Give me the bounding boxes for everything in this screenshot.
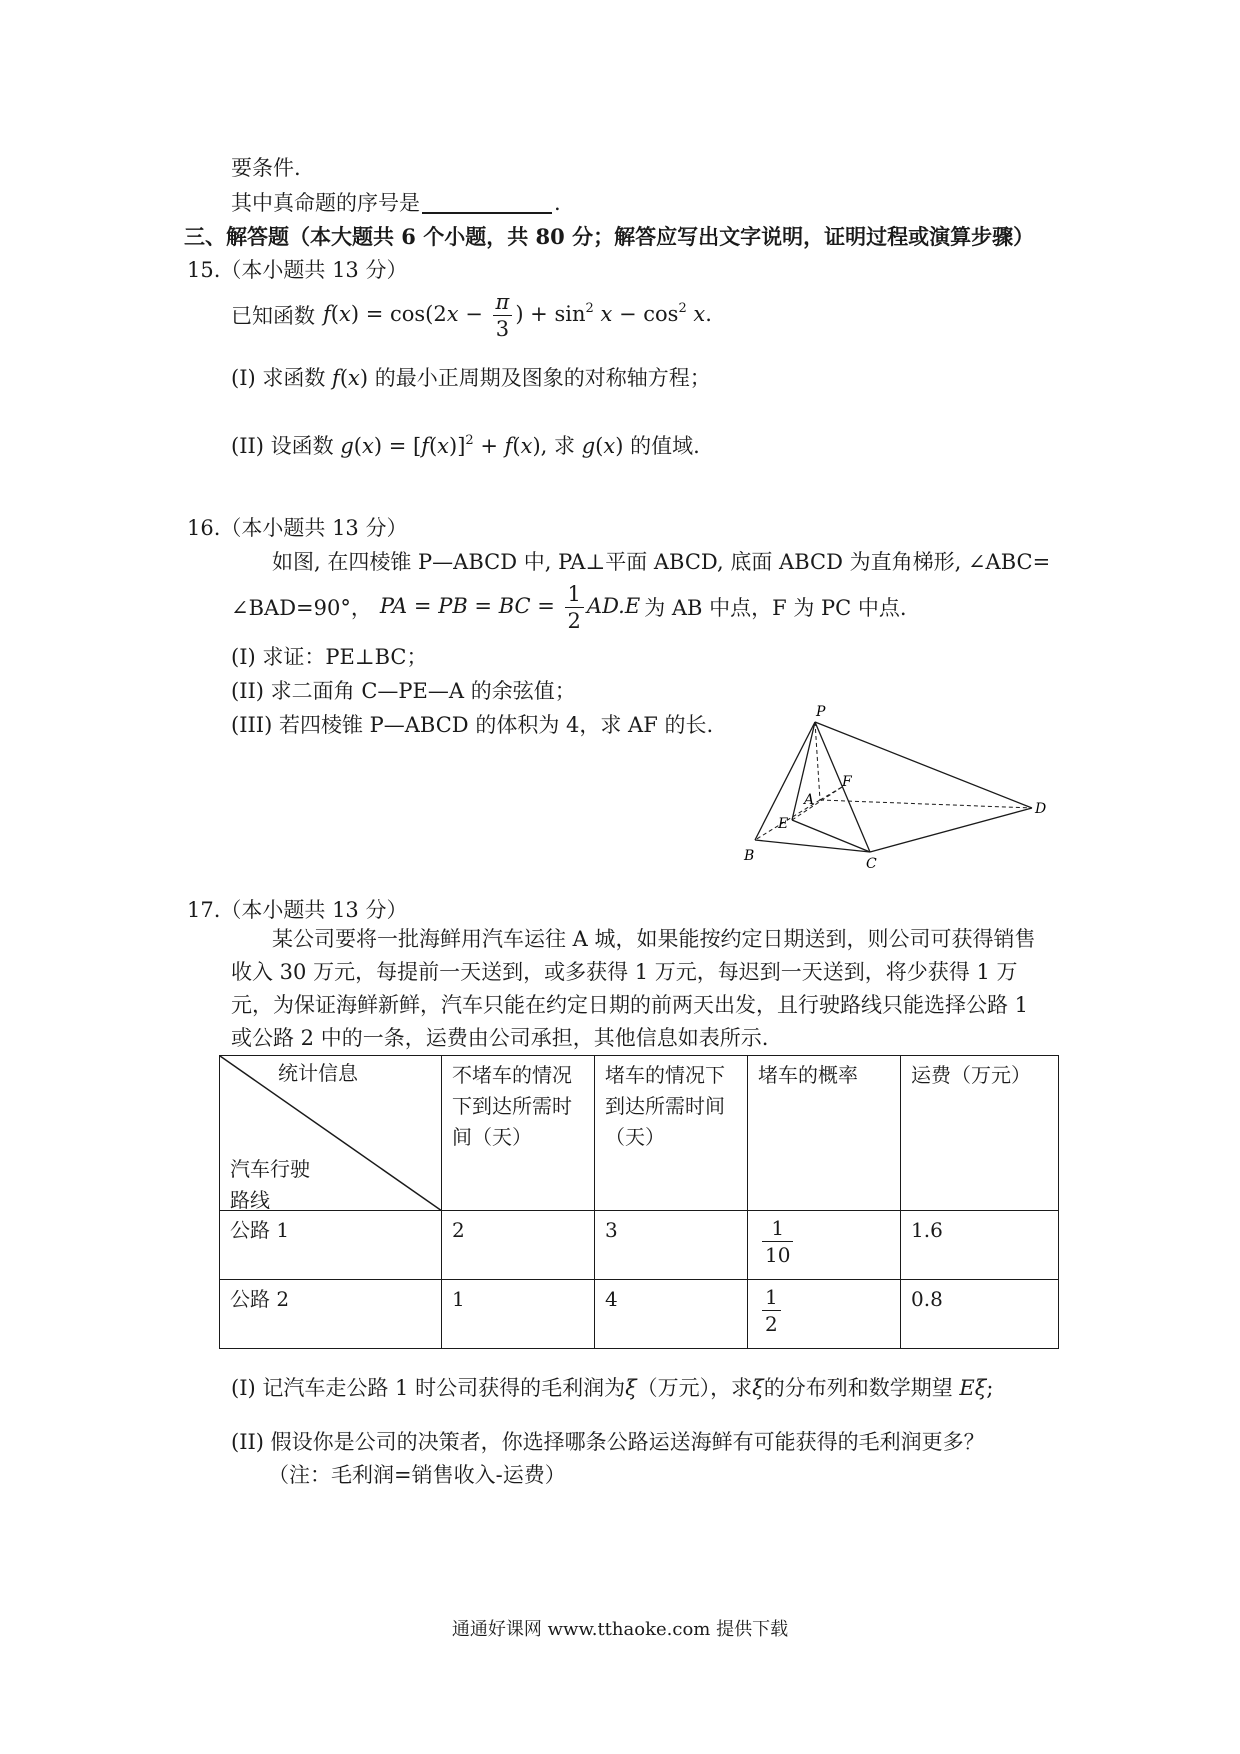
q16-line2-pre: ∠BAD=90°，: [231, 596, 372, 620]
prob-cell: [748, 1280, 901, 1349]
label-E: E: [778, 816, 789, 832]
g-definition: $g(x) = [f(x)]^2 + f(x)$: [340, 433, 541, 458]
q15-part1-post: 的最小正周期及图象的对称轴方程；: [374, 366, 711, 390]
q17-header: 17.（本小题共 13 分）: [187, 898, 408, 922]
q16-part3: (III) 若四棱锥 P—ABCD 的体积为 4，求 AF 的长.: [231, 713, 714, 737]
table-header-row: [220, 1056, 1059, 1211]
info-table: [219, 1055, 1059, 1349]
q17-part1-mid1: （万元），求: [636, 1376, 753, 1400]
label-F: F: [842, 774, 852, 790]
q15-part2-mid: , 求: [540, 434, 576, 458]
label-C: C: [866, 856, 877, 872]
xi-symbol: ξ: [752, 1376, 764, 1400]
q17-text: 某公司要将一批海鲜用汽车运往 A 城，如果能按约定日期送到，则公司可获得销售收入 30 万元，每提前一天送到，或多获得 1 万元，每迟到一天送到，将少获得 1 万元，为保证海鲜新鲜，汽车只能在约定日期的前两天出发，且行驶路线只能选择公路 1 或公路 2 中的一条，运费由公司承担，其他信息如表所示.: [231, 927, 1036, 1050]
corner-cell: [220, 1056, 442, 1211]
q15-part2: (II) 设函数 $g(x) = [f(x)]^2 + f(x)$, 求 g(x) 的值域.: [231, 433, 700, 458]
header-no-jam: 不堵车的情况下到达所需时间（天）: [442, 1056, 595, 1211]
jam-cell: 3: [595, 1211, 748, 1280]
true-proposition-label: 其中真命题的序号是: [231, 191, 420, 215]
footer-watermark: 通通好课网 www.tthaoke.com 提供下载: [451, 1619, 789, 1640]
prob-denominator: 10: [765, 1243, 791, 1267]
header-fee: 运费（万元）: [901, 1056, 1059, 1211]
continued-text: 要条件.: [231, 156, 301, 180]
q15-part1: (I) 求函数 f(x) 的最小正周期及图象的对称轴方程；: [231, 366, 711, 390]
header-prob: 堵车的概率: [748, 1056, 901, 1211]
pyramid-figure: [740, 700, 1060, 880]
label-B: B: [744, 848, 755, 864]
answer-blank: [422, 212, 552, 214]
q17-part1: [231, 1372, 993, 1402]
corner-bottom-line2: 路线: [230, 1188, 270, 1212]
prob-cell: [748, 1211, 901, 1280]
q15-stem: [231, 285, 712, 345]
table-row: [220, 1211, 1059, 1280]
section-heading: 三、解答题（本大题共 6 个小题，共 80 分；解答应写出文字说明，证明过程或演算步骤）: [184, 224, 1035, 249]
period: .: [554, 191, 561, 215]
q17-note: （注：毛利润=销售收入-运费）: [268, 1463, 566, 1487]
no-jam-cell: 2: [442, 1211, 595, 1280]
q15-part1-pre: (I) 求函数: [231, 366, 326, 390]
label-P: P: [816, 704, 826, 720]
route-cell: 公路 2: [220, 1280, 442, 1349]
prob-numerator: 1: [762, 1215, 793, 1242]
route-cell: 公路 1: [220, 1211, 442, 1280]
q16-header: 16.（本小题共 13 分）: [187, 516, 408, 540]
q15-part2-pre: (II) 设函数: [231, 434, 334, 458]
fee-cell: 0.8: [901, 1280, 1059, 1349]
q15-part2-post: 的值域.: [630, 434, 700, 458]
q15-formula: f(x) = cos(2x − $\frac{\pi}{3}$ ) + $\sin^2 x - \cos^2 x$.: [323, 289, 712, 341]
q16-formula: PA = PB = BC = $\frac{1}{2}$ AD.E: [379, 581, 641, 633]
q17-part2: (II) 假设你是公司的决策者，你选择哪条公路运送海鲜有可能获得的毛利润更多？: [231, 1430, 985, 1454]
prob-denominator: 2: [765, 1312, 778, 1336]
q15-stem-text: 已知函数: [231, 304, 315, 328]
table-row: [220, 1280, 1059, 1349]
q16-line1: 如图, 在四棱锥 P—ABCD 中, PA⊥平面 ABCD, 底面 ABCD 为直角梯形, ∠ABC=: [272, 550, 1051, 574]
q16-part1: (I) 求证：PE⊥BC；: [231, 645, 428, 669]
label-A: A: [804, 792, 815, 808]
fee-cell: 1.6: [901, 1211, 1059, 1280]
q17-part1-mid2: 的分布列和数学期望: [763, 1376, 953, 1400]
true-proposition-line: [231, 187, 561, 217]
q17-part1-pre: (I) 记汽车走公路 1 时公司获得的毛利润为: [231, 1376, 626, 1400]
q17-part1-post: ;: [986, 1376, 994, 1400]
expectation-symbol: Eξ: [959, 1376, 987, 1400]
q16-line2: [231, 577, 907, 637]
corner-top-label: 统计信息: [278, 1061, 358, 1085]
no-jam-cell: 1: [442, 1280, 595, 1349]
q16-line2-post: 为 AB 中点，F 为 PC 中点.: [644, 596, 907, 620]
label-D: D: [1035, 801, 1047, 817]
prob-numerator: 1: [762, 1284, 781, 1311]
corner-bottom-line1: 汽车行驶: [230, 1157, 310, 1181]
corner-bottom-label: [230, 1154, 310, 1216]
q15-header: 15.（本小题共 13 分）: [187, 258, 408, 282]
q16-part2: (II) 求二面角 C—PE—A 的余弦值；: [231, 679, 576, 703]
header-jam: 堵车的情况下到达所需时间（天）: [595, 1056, 748, 1211]
fx-symbol: f: [332, 366, 340, 390]
xi-symbol: ξ: [625, 1376, 637, 1400]
jam-cell: 4: [595, 1280, 748, 1349]
